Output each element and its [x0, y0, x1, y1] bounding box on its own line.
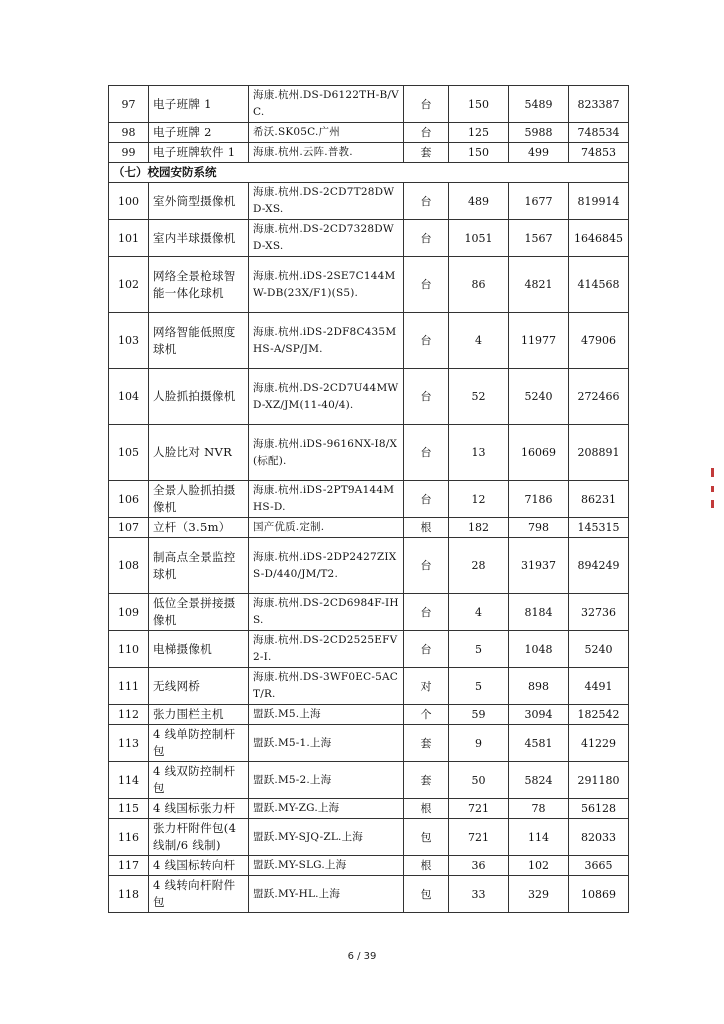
item-name-cell: 4 线国标张力杆 [149, 799, 249, 819]
item-name-cell: 网络智能低照度球机 [149, 313, 249, 369]
quantity-cell: 5 [449, 631, 509, 668]
unit-price-cell: 8184 [509, 594, 569, 631]
item-number-cell: 110 [109, 631, 149, 668]
table-row [109, 518, 629, 538]
item-number-cell: 102 [109, 257, 149, 313]
total-price-cell: 823387 [569, 86, 629, 123]
table-row [109, 183, 629, 220]
unit-price-cell: 798 [509, 518, 569, 538]
brand-model-cell: 盟跃.M5-1.上海 [249, 725, 404, 762]
section-header-row [109, 163, 629, 183]
section-title: （七）校园安防系统 [109, 163, 629, 183]
unit-price-cell: 31937 [509, 538, 569, 594]
brand-model-cell: 海康.杭州.云阵.普教. [249, 143, 404, 163]
table-row [109, 143, 629, 163]
brand-model-cell: 海康.杭州.DS-2CD6984F-IHS. [249, 594, 404, 631]
edge-stamp-mark [711, 468, 714, 477]
unit-cell: 台 [404, 313, 449, 369]
total-price-cell: 56128 [569, 799, 629, 819]
unit-cell: 台 [404, 86, 449, 123]
unit-price-cell: 499 [509, 143, 569, 163]
item-name-cell: 人脸比对 NVR [149, 425, 249, 481]
unit-cell: 套 [404, 725, 449, 762]
table-row [109, 856, 629, 876]
total-price-cell: 10869 [569, 876, 629, 913]
unit-cell: 包 [404, 819, 449, 856]
table-row [109, 819, 629, 856]
item-number-cell: 114 [109, 762, 149, 799]
quantity-cell: 28 [449, 538, 509, 594]
unit-price-cell: 5988 [509, 123, 569, 143]
item-number-cell: 100 [109, 183, 149, 220]
item-name-cell: 4 线单防控制杆包 [149, 725, 249, 762]
brand-model-cell: 海康.杭州.DS-2CD7U44MWD-XZ/JM(11-40/4). [249, 369, 404, 425]
item-number-cell: 106 [109, 481, 149, 518]
table-row [109, 799, 629, 819]
quantity-cell: 4 [449, 313, 509, 369]
total-price-cell: 47906 [569, 313, 629, 369]
item-name-cell: 网络全景枪球智能一体化球机 [149, 257, 249, 313]
item-name-cell: 全景人脸抓拍摄像机 [149, 481, 249, 518]
unit-cell: 对 [404, 668, 449, 705]
unit-cell: 台 [404, 425, 449, 481]
page-number: 6 / 39 [347, 951, 377, 962]
unit-price-cell: 898 [509, 668, 569, 705]
quantity-cell: 125 [449, 123, 509, 143]
unit-cell: 套 [404, 762, 449, 799]
item-number-cell: 105 [109, 425, 149, 481]
unit-price-cell: 5240 [509, 369, 569, 425]
item-number-cell: 109 [109, 594, 149, 631]
item-name-cell: 制高点全景监控球机 [149, 538, 249, 594]
table-row [109, 313, 629, 369]
item-number-cell: 118 [109, 876, 149, 913]
item-name-cell: 电子班牌 2 [149, 123, 249, 143]
item-name-cell: 电梯摄像机 [149, 631, 249, 668]
unit-price-cell: 4581 [509, 725, 569, 762]
brand-model-cell: 希沃.SK05C.广州 [249, 123, 404, 143]
item-name-cell: 室内半球摄像机 [149, 220, 249, 257]
brand-model-cell: 盟跃.MY-HL.上海 [249, 876, 404, 913]
unit-cell: 套 [404, 143, 449, 163]
total-price-cell: 3665 [569, 856, 629, 876]
unit-price-cell: 4821 [509, 257, 569, 313]
unit-price-cell: 5489 [509, 86, 569, 123]
unit-price-cell: 1677 [509, 183, 569, 220]
unit-price-cell: 7186 [509, 481, 569, 518]
table-row [109, 538, 629, 594]
unit-cell: 包 [404, 876, 449, 913]
total-price-cell: 182542 [569, 705, 629, 725]
quantity-cell: 52 [449, 369, 509, 425]
item-name-cell: 电子班牌 1 [149, 86, 249, 123]
item-name-cell: 张力杆附件包(4 线制/6 线制) [149, 819, 249, 856]
quantity-cell: 13 [449, 425, 509, 481]
quantity-cell: 86 [449, 257, 509, 313]
table-row [109, 220, 629, 257]
brand-model-cell: 海康.杭州.DS-D6122TH-B/VC. [249, 86, 404, 123]
brand-model-cell: 海康.杭州.iDS-2SE7C144MW-DB(23X/F1)(S5). [249, 257, 404, 313]
item-name-cell: 4 线转向杆附件包 [149, 876, 249, 913]
table-row [109, 705, 629, 725]
unit-price-cell: 5824 [509, 762, 569, 799]
table-row [109, 425, 629, 481]
brand-model-cell: 海康.杭州.DS-2CD7T28DWD-XS. [249, 183, 404, 220]
item-name-cell: 无线网桥 [149, 668, 249, 705]
quantity-cell: 150 [449, 86, 509, 123]
unit-price-cell: 1048 [509, 631, 569, 668]
item-number-cell: 104 [109, 369, 149, 425]
quantity-cell: 59 [449, 705, 509, 725]
brand-model-cell: 盟跃.M5.上海 [249, 705, 404, 725]
item-number-cell: 97 [109, 86, 149, 123]
total-price-cell: 74853 [569, 143, 629, 163]
total-price-cell: 5240 [569, 631, 629, 668]
item-number-cell: 101 [109, 220, 149, 257]
table-body [109, 86, 629, 913]
quantity-cell: 1051 [449, 220, 509, 257]
quantity-cell: 9 [449, 725, 509, 762]
quantity-cell: 12 [449, 481, 509, 518]
quantity-cell: 182 [449, 518, 509, 538]
unit-price-cell: 11977 [509, 313, 569, 369]
quantity-cell: 36 [449, 856, 509, 876]
equipment-price-table [108, 85, 629, 913]
item-name-cell: 低位全景拼接摄像机 [149, 594, 249, 631]
table-row [109, 86, 629, 123]
brand-model-cell: 海康.杭州.iDS-9616NX-I8/X(标配). [249, 425, 404, 481]
unit-cell: 台 [404, 183, 449, 220]
quantity-cell: 150 [449, 143, 509, 163]
unit-cell: 台 [404, 594, 449, 631]
unit-price-cell: 102 [509, 856, 569, 876]
total-price-cell: 291180 [569, 762, 629, 799]
table-row [109, 369, 629, 425]
total-price-cell: 145315 [569, 518, 629, 538]
table-row [109, 725, 629, 762]
total-price-cell: 748534 [569, 123, 629, 143]
brand-model-cell: 海康.杭州.DS-2CD2525EFV2-I. [249, 631, 404, 668]
unit-price-cell: 114 [509, 819, 569, 856]
total-price-cell: 4491 [569, 668, 629, 705]
table-row [109, 762, 629, 799]
brand-model-cell: 海康.杭州.iDS-2PT9A144MHS-D. [249, 481, 404, 518]
table-row [109, 123, 629, 143]
total-price-cell: 32736 [569, 594, 629, 631]
table-row [109, 481, 629, 518]
total-price-cell: 819914 [569, 183, 629, 220]
total-price-cell: 272466 [569, 369, 629, 425]
item-number-cell: 117 [109, 856, 149, 876]
total-price-cell: 1646845 [569, 220, 629, 257]
item-name-cell: 张力围栏主机 [149, 705, 249, 725]
item-number-cell: 107 [109, 518, 149, 538]
unit-cell: 台 [404, 123, 449, 143]
item-name-cell: 4 线国标转向杆 [149, 856, 249, 876]
item-name-cell: 电子班牌软件 1 [149, 143, 249, 163]
total-price-cell: 894249 [569, 538, 629, 594]
brand-model-cell: 盟跃.MY-ZG.上海 [249, 799, 404, 819]
unit-price-cell: 3094 [509, 705, 569, 725]
item-number-cell: 108 [109, 538, 149, 594]
item-name-cell: 立杆（3.5m） [149, 518, 249, 538]
total-price-cell: 82033 [569, 819, 629, 856]
unit-cell: 台 [404, 220, 449, 257]
unit-cell: 个 [404, 705, 449, 725]
item-number-cell: 99 [109, 143, 149, 163]
unit-cell: 台 [404, 369, 449, 425]
unit-price-cell: 329 [509, 876, 569, 913]
edge-stamp-mark [711, 500, 714, 508]
quantity-cell: 4 [449, 594, 509, 631]
item-number-cell: 113 [109, 725, 149, 762]
unit-cell: 根 [404, 856, 449, 876]
table-row [109, 257, 629, 313]
item-number-cell: 103 [109, 313, 149, 369]
unit-price-cell: 16069 [509, 425, 569, 481]
quantity-cell: 489 [449, 183, 509, 220]
unit-cell: 台 [404, 538, 449, 594]
unit-cell: 根 [404, 799, 449, 819]
total-price-cell: 414568 [569, 257, 629, 313]
brand-model-cell: 海康.杭州.iDS-2DP2427ZIXS-D/440/JM/T2. [249, 538, 404, 594]
item-number-cell: 111 [109, 668, 149, 705]
item-name-cell: 室外筒型摄像机 [149, 183, 249, 220]
table-row [109, 668, 629, 705]
total-price-cell: 86231 [569, 481, 629, 518]
total-price-cell: 41229 [569, 725, 629, 762]
edge-stamp-mark [711, 486, 714, 492]
unit-cell: 台 [404, 257, 449, 313]
unit-cell: 根 [404, 518, 449, 538]
item-number-cell: 98 [109, 123, 149, 143]
quantity-cell: 5 [449, 668, 509, 705]
table-row [109, 594, 629, 631]
table-row [109, 876, 629, 913]
item-name-cell: 人脸抓拍摄像机 [149, 369, 249, 425]
quantity-cell: 50 [449, 762, 509, 799]
brand-model-cell: 盟跃.MY-SJQ-ZL.上海 [249, 819, 404, 856]
quantity-cell: 721 [449, 819, 509, 856]
unit-cell: 台 [404, 481, 449, 518]
table-row [109, 631, 629, 668]
brand-model-cell: 盟跃.M5-2.上海 [249, 762, 404, 799]
unit-price-cell: 78 [509, 799, 569, 819]
quantity-cell: 721 [449, 799, 509, 819]
brand-model-cell: 海康.杭州.DS-3WF0EC-5ACT/R. [249, 668, 404, 705]
item-number-cell: 112 [109, 705, 149, 725]
unit-cell: 台 [404, 631, 449, 668]
item-number-cell: 116 [109, 819, 149, 856]
brand-model-cell: 国产优质.定制. [249, 518, 404, 538]
total-price-cell: 208891 [569, 425, 629, 481]
unit-price-cell: 1567 [509, 220, 569, 257]
brand-model-cell: 盟跃.MY-SLG.上海 [249, 856, 404, 876]
brand-model-cell: 海康.杭州.iDS-2DF8C435MHS-A/SP/JM. [249, 313, 404, 369]
brand-model-cell: 海康.杭州.DS-2CD7328DWD-XS. [249, 220, 404, 257]
quantity-cell: 33 [449, 876, 509, 913]
item-number-cell: 115 [109, 799, 149, 819]
item-name-cell: 4 线双防控制杆包 [149, 762, 249, 799]
